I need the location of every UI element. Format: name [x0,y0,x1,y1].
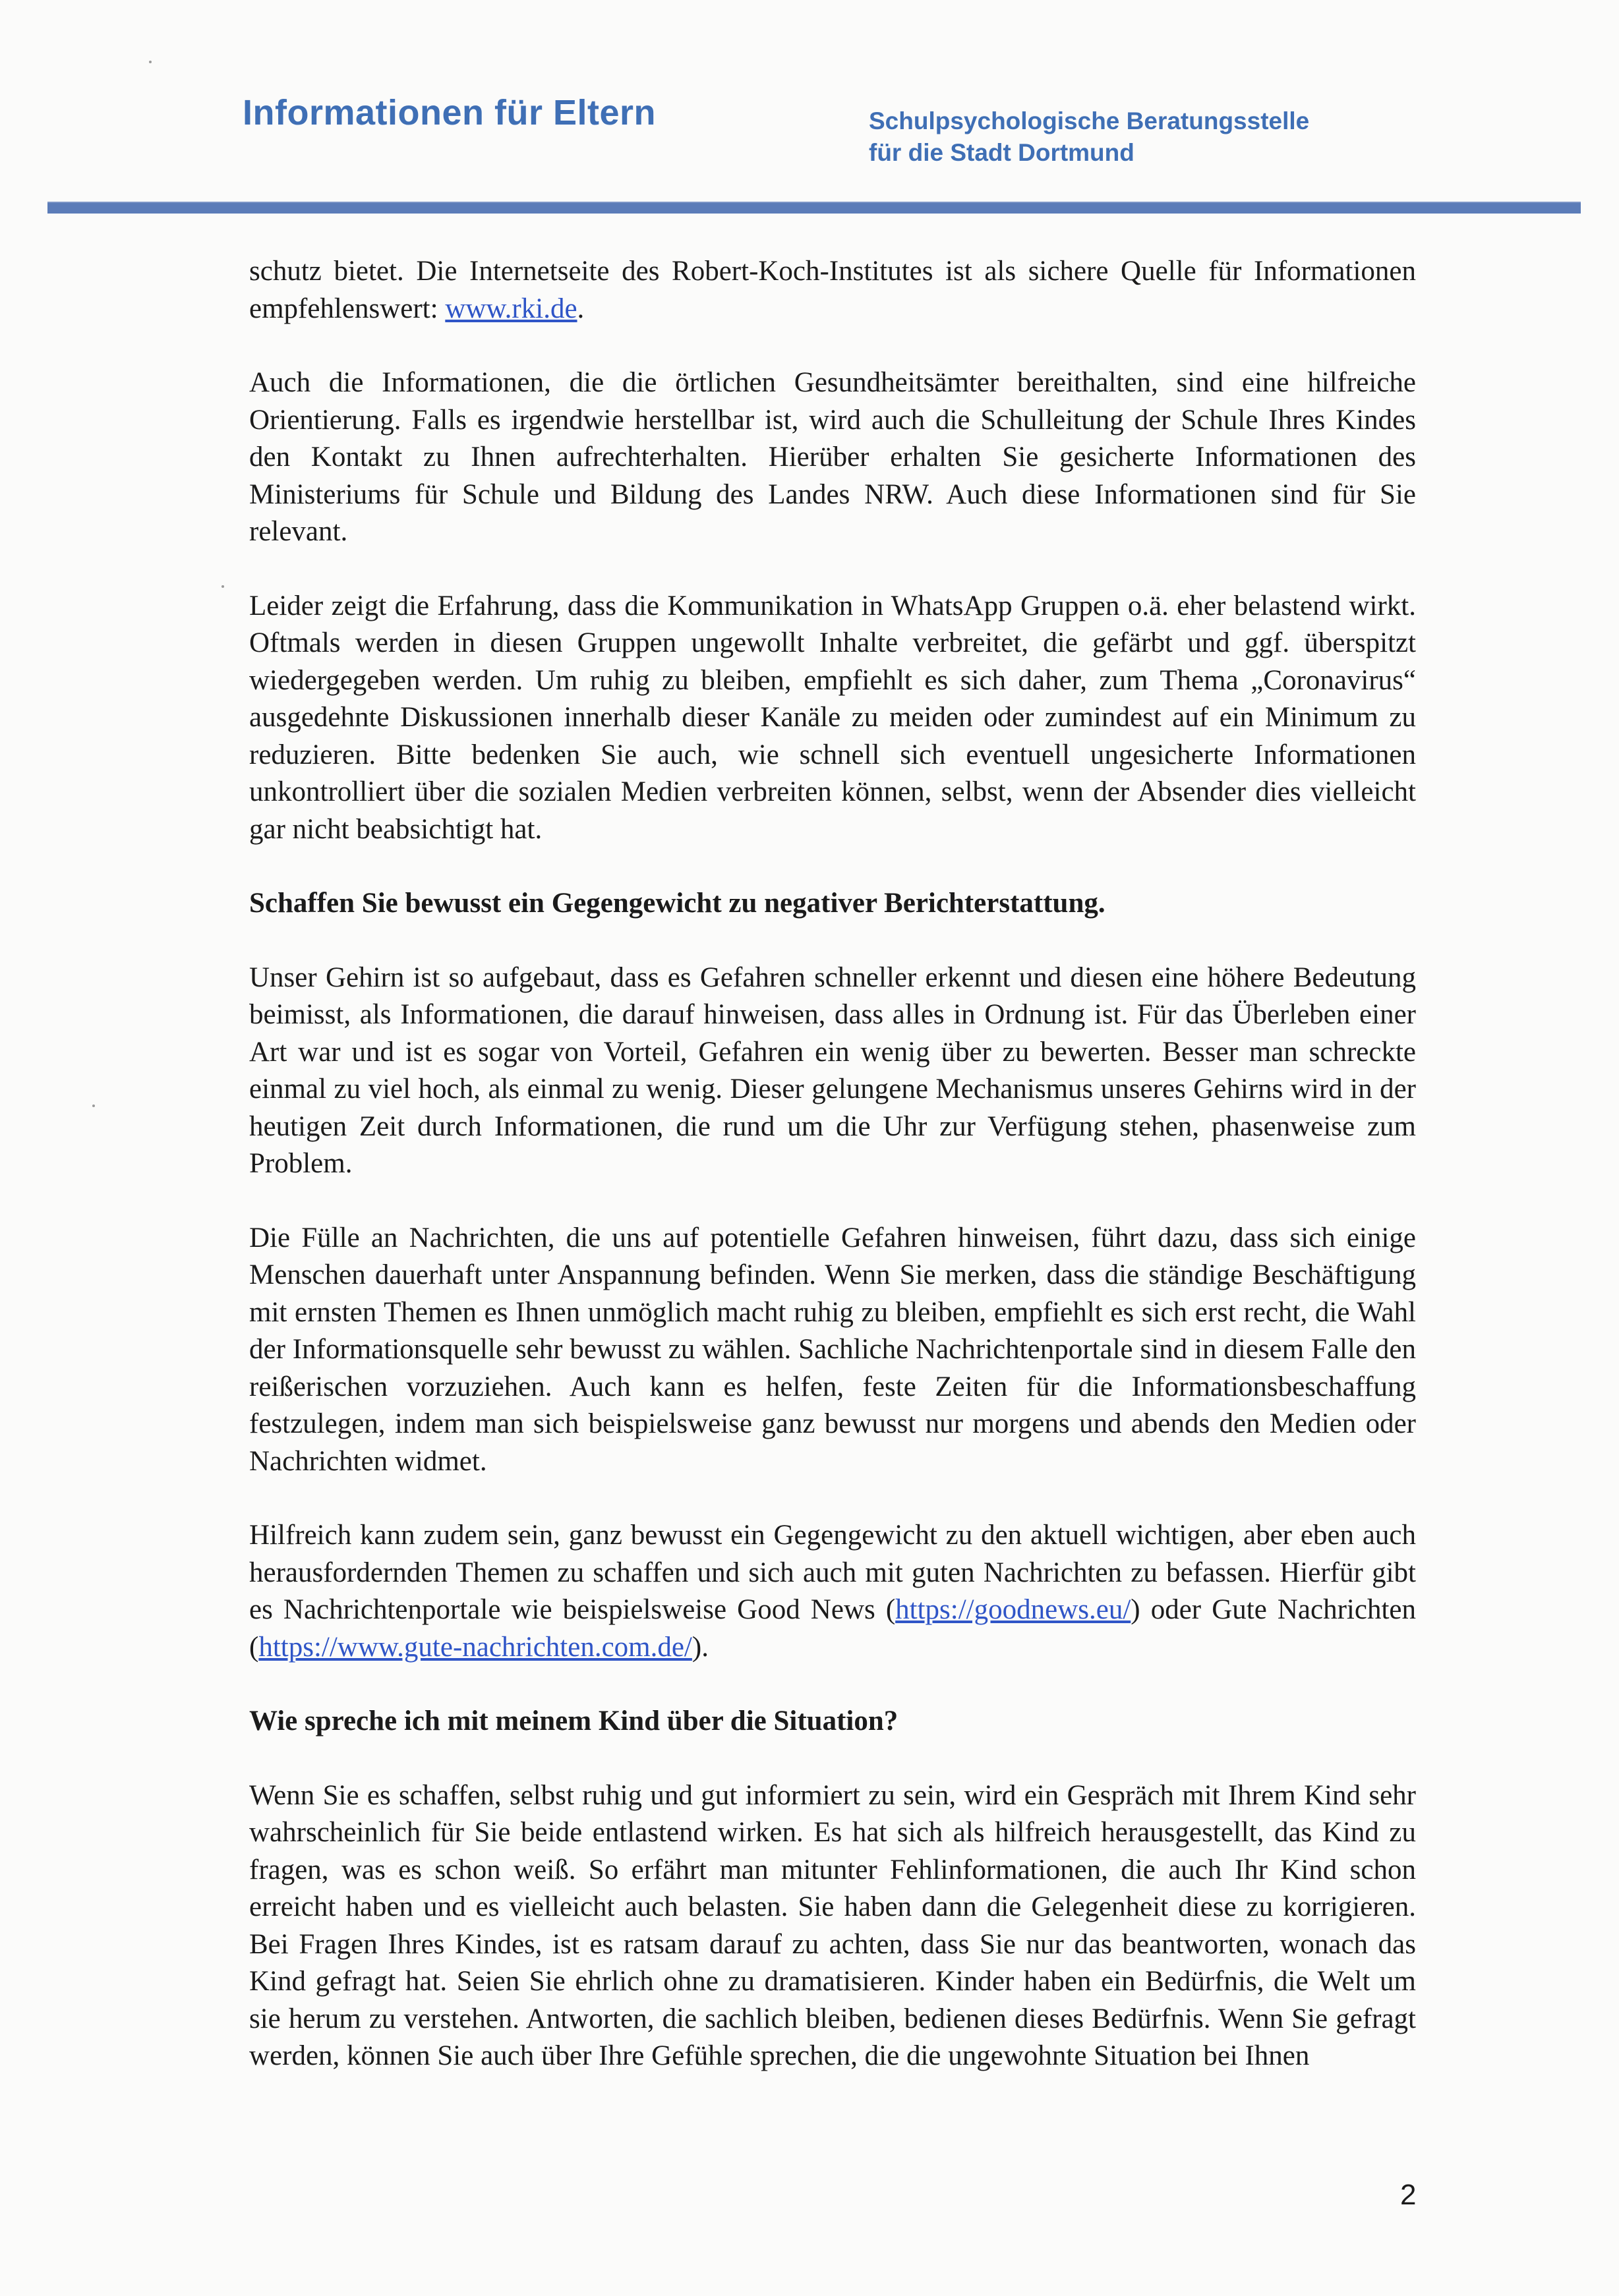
header-title: Informationen für Eltern [243,93,657,132]
page-header [0,0,1619,217]
paragraph-6-middle: ) oder Gute Nachrichten ( [249,1594,1416,1663]
header-divider [47,202,1581,214]
scan-speck [92,1105,95,1107]
gute-nachrichten-link[interactable]: https://www.gute-nachrichten.com.de/ [258,1631,692,1663]
paragraph-1-text: schutz bietet. Die Internetseite des Robert-Koch-Institutes ist als sichere Quelle für Informationen empfehlenswert: [249,256,1416,324]
paragraph-4: Unser Gehirn ist so aufgebaut, dass es Gefahren schneller erkennt und diesen eine höhere Bedeutung beimisst, als Informationen, die darauf hinweisen, dass alles in Ordnung ist. Für das Überleben einer Art war und ist es sogar von Vorteil, Gefahren ein wenig über zu bewerten. Besser man schreckte einmal zu viel hoch, als einmal zu wenig. Dieser gelungene Mechanismus unseres Gehirns wird in der heutigen Zeit durch Informationen, die rund um die Uhr zur Verfügung stehen, phasenweise zum Problem. [249,961,1416,1179]
paragraph-5: Die Fülle an Nachrichten, die uns auf potentielle Gefahren hinweisen, führt dazu, dass sich einige Menschen dauerhaft unter Anspannung befinden. Wenn Sie merken, dass die ständige Beschäftigung mit ernsten Themen es Ihnen unmöglich macht ruhig zu bleiben, empfiehlt es sich erst recht, die Wahl der Informationsquelle sehr bewusst zu wählen. Sachliche Nachrichtenportale sind in diesem Falle den reißerischen vorzuziehen. Auch kann es helfen, feste Zeiten für die Informationsbeschaffung festzulegen, indem man sich beispielsweise ganz bewusst nur morgens und abends den Medien oder Nachrichten widmet. [249,1222,1416,1477]
header-org-line1: Schulpsychologische Beratungsstelle [869,107,1310,134]
paragraph-3: Leider zeigt die Erfahrung, dass die Kommunikation in WhatsApp Gruppen o.ä. eher belastend wirkt. Oftmals werden in diesen Gruppen ungewollt Inhalte verbreitet, die gefärbt und ggf. überspitzt wiedergegeben werden. Um ruhig zu bleiben, empfiehlt es sich daher, zum Thema „Coronavirus“ ausgedehnte Diskussionen innerhalb dieser Kanäle zu meiden oder zumindest auf ein Minimum zu reduzieren. Bitte bedenken Sie auch, wie schnell sich eventuell ungesicherte Informationen unkontrolliert über die sozialen Medien verbreiten können, selbst, wenn der Absender dies vielleicht gar nicht beabsichtigt hat. [249,590,1416,845]
scan-speck [149,61,152,63]
paragraph-6-tail: ). [692,1631,709,1663]
paragraph-1-tail: . [577,293,585,324]
goodnews-link[interactable]: https://goodnews.eu/ [895,1594,1131,1625]
header-org-line2: für die Stadt Dortmund [869,139,1134,166]
paragraph-1 [249,253,1416,328]
paragraph-6 [249,1517,1416,1666]
paragraph-7: Wenn Sie es schaffen, selbst ruhig und gut informiert zu sein, wird ein Gespräch mit Ihrem Kind sehr wahrscheinlich für Sie beide entlastend wirken. Es hat sich als hilfreich herausgestellt, das Kind zu fragen, was es schon weiß. So erfährt man mitunter Fehlinformationen, die auch Ihr Kind schon erreicht haben und es vielleicht auch belasten. Sie haben dann die Gelegenheit diese zu korrigieren. Bei Fragen Ihres Kindes, ist es ratsam darauf zu achten, dass Sie nur das beantworten, wonach das Kind gefragt hat. Seien Sie ehrlich ohne zu dramatisieren. Kinder haben ein Bedürfnis, die Welt um sie herum zu verstehen. Antworten, die sachlich bleiben, bedienen dieses Bedürfnis. Wenn Sie gefragt werden, können Sie auch über Ihre Gefühle sprechen, die die ungewohnte Situation bei Ihnen [249,1779,1416,2071]
page-number: 2 [1400,2179,1417,2211]
section-heading-2: Wie spreche ich mit meinem Kind über die Situation? [249,1706,898,1736]
paragraph-2: Auch die Informationen, die die örtlichen Gesundheitsämter bereithalten, sind eine hilfreiche Orientierung. Falls es irgendwie herstellbar ist, wird auch die Schulleitung der Schule Ihres Kindes den Kontakt zu Ihnen aufrechterhalten. Hierüber erhalten Sie gesicherte Informationen des Ministeriums für Schule und Bildung des Landes NRW. Auch diese Informationen sind für Sie relevant. [249,367,1416,547]
document-body [249,253,1416,2112]
rki-link[interactable]: www.rki.de [445,293,577,324]
paragraph-6-text: Hilfreich kann zudem sein, ganz bewusst ein Gegengewicht zu den aktuell wichtigen, aber eben auch herausfordernden Themen zu schaffen und sich auch mit guten Nachrichten zu befassen. Hierfür gibt es Nachrichtenportale wie beispielsweise Good News ( [249,1520,1416,1625]
header-organization [869,105,1309,169]
scan-speck [221,585,224,588]
section-heading-1: Schaffen Sie bewusst ein Gegengewicht zu negativer Berichterstattung. [249,888,1105,919]
